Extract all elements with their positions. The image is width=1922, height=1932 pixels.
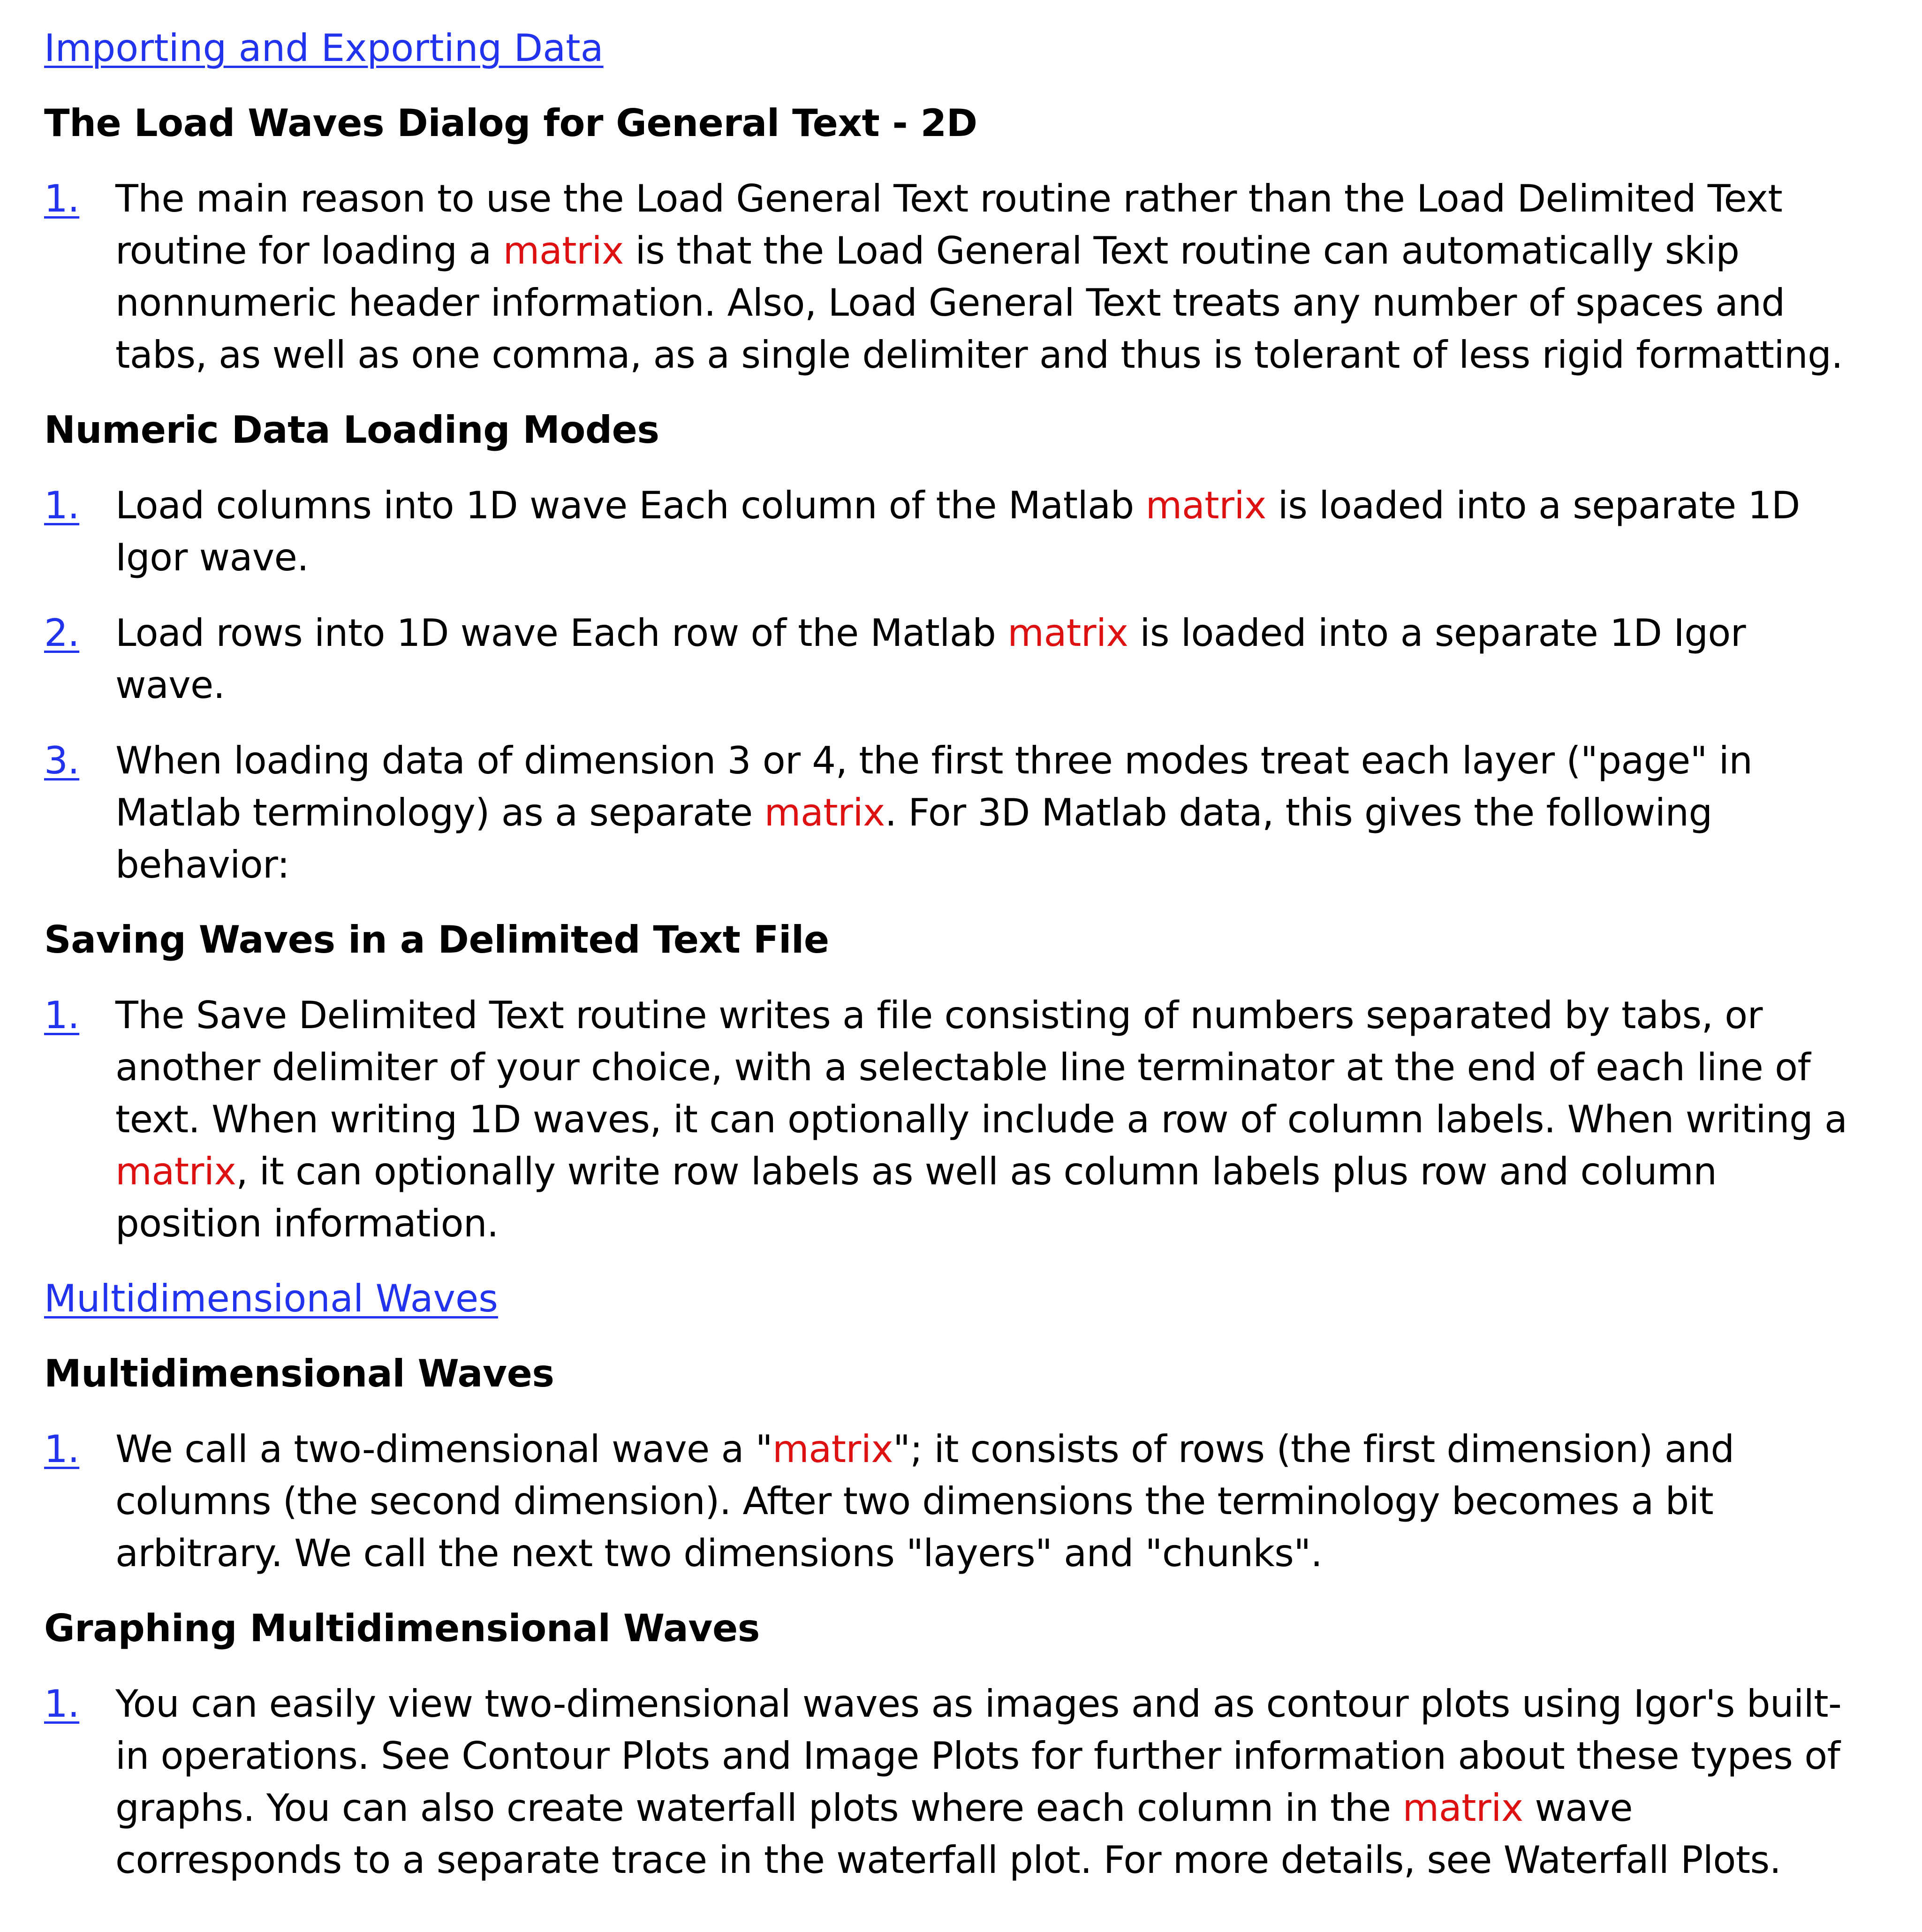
list-item: [44, 173, 1859, 381]
matrix-keyword: matrix: [764, 791, 885, 834]
item-text: . For 3D Matlab data, this gives the following behavior:: [115, 791, 1712, 886]
item-number-link[interactable]: 1.: [44, 1682, 80, 1726]
item-text: The Save Delimited Text routine writes a file consisting of numbers separated by tabs, or another delimiter of your choice, with a selectable line terminator at the end of each line of text. When writing 1D waves, it can optionally include a row of column labels. When writing a: [115, 993, 1847, 1141]
item-number-link[interactable]: 3.: [44, 739, 80, 782]
item-text: wave corresponds to a separate trace in the waterfall plot. For more details, see Waterfall Plots.: [115, 1786, 1781, 1882]
heading-multidimensional-waves: Multidimensional Waves: [44, 1352, 554, 1395]
item-number-link[interactable]: 1.: [44, 177, 80, 220]
section-link-multidimensional-waves[interactable]: Multidimensional Waves: [44, 1277, 498, 1320]
item-text: is that the Load General Text routine can automatically skip nonnumeric header information. Also, Load General Text treats any number of spaces and tabs, as well as one comma, as a single delimiter and thus is tolerant of less rigid formatting.: [115, 229, 1843, 377]
item-text: is loaded into a separate 1D Igor wave.: [115, 611, 1746, 707]
item-text: Load columns into 1D wave Each column of the Matlab: [115, 484, 1146, 527]
item-text: "; it consists of rows (the first dimension) and columns (the second dimension). After two dimensions the terminology becomes a bit arbitrary. We call the next two dimensions "layers" and "chunks".: [115, 1427, 1734, 1575]
item-text: The main reason to use the Load General Text routine rather than the Load Delimited Text routine for loading a: [115, 177, 1783, 273]
item-text: You can easily view two-dimensional waves as images and as contour plots using Igor's built-in operations. See Contour Plots and Image Plots for further information about these types of graphs. You can also create waterfall plots where each column in the: [115, 1682, 1842, 1830]
matrix-keyword: matrix: [1007, 611, 1128, 655]
heading-saving-waves-delimited: Saving Waves in a Delimited Text File: [44, 918, 829, 962]
item-number-link[interactable]: 1.: [44, 484, 80, 527]
list-item: [44, 607, 1859, 711]
matrix-keyword: matrix: [503, 229, 624, 273]
list-item: [44, 735, 1859, 891]
matrix-keyword: matrix: [772, 1427, 893, 1471]
matrix-keyword: matrix: [1402, 1786, 1523, 1830]
item-text: When loading data of dimension 3 or 4, the first three modes treat each layer ("page" in Matlab terminology) as a separate: [115, 739, 1753, 834]
item-number-link[interactable]: 1.: [44, 993, 80, 1037]
matrix-keyword: matrix: [1145, 484, 1266, 527]
item-text: Load rows into 1D wave Each row of the Matlab: [115, 611, 1008, 655]
list-item: [44, 1678, 1859, 1886]
heading-graphing-multidimensional-waves: Graphing Multidimensional Waves: [44, 1606, 760, 1650]
matrix-keyword: matrix: [115, 1150, 236, 1193]
item-number-link[interactable]: 2.: [44, 611, 80, 655]
list-item: [44, 1423, 1859, 1579]
item-text: , it can optionally write row labels as well as column labels plus row and column position information.: [115, 1150, 1717, 1245]
section-link-importing-exporting[interactable]: Importing and Exporting Data: [44, 26, 604, 70]
list-item: [44, 479, 1859, 583]
heading-load-waves-dialog: The Load Waves Dialog for General Text - 2D: [44, 101, 977, 145]
item-text: is loaded into a separate 1D Igor wave.: [115, 484, 1800, 579]
list-item: [44, 989, 1859, 1250]
item-number-link[interactable]: 1.: [44, 1427, 80, 1471]
heading-numeric-data-loading-modes: Numeric Data Loading Modes: [44, 408, 659, 452]
item-text: We call a two-dimensional wave a ": [115, 1427, 772, 1471]
